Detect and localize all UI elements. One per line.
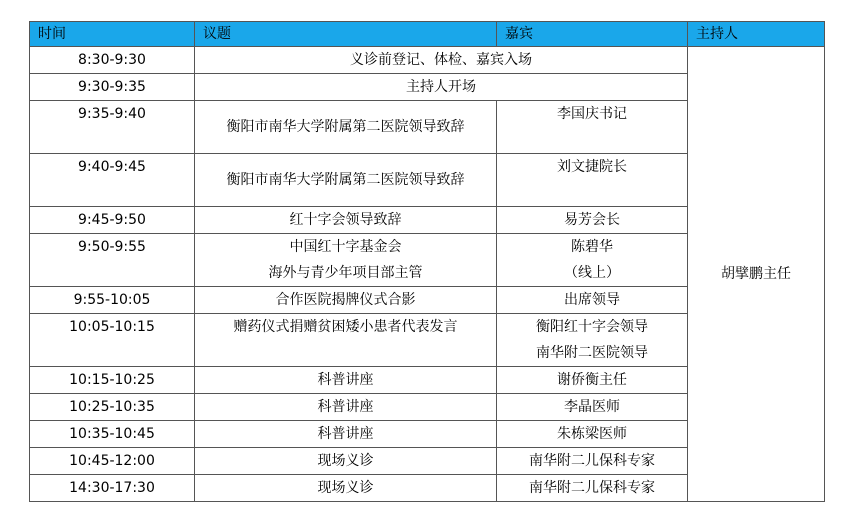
guest-cell: 出席领导: [497, 287, 688, 314]
guest-line: 衡阳红十字会领导: [536, 319, 648, 335]
topic-cell: 合作医院揭牌仪式合影: [195, 287, 497, 314]
topic-cell: 义诊前登记、体检、嘉宾入场: [195, 47, 688, 74]
topic-cell: 现场义诊: [195, 475, 497, 502]
guest-cell: 李国庆书记: [497, 101, 688, 154]
guest-cell: 朱栋梁医师: [497, 421, 688, 448]
guest-cell: 易芳会长: [497, 207, 688, 234]
time-cell: 10:35-10:45: [30, 421, 195, 448]
topic-cell: 赠药仪式捐赠贫困矮小患者代表发言: [195, 314, 497, 367]
time-cell: 9:55-10:05: [30, 287, 195, 314]
guest-cell: 南华附二儿保科专家: [497, 475, 688, 502]
topic-cell: 现场义诊: [195, 448, 497, 475]
time-cell: 10:45-12:00: [30, 448, 195, 475]
topic-cell: 主持人开场: [195, 74, 688, 101]
header-host: 主持人: [688, 22, 825, 47]
guest-cell: 李晶医师: [497, 394, 688, 421]
time-cell: 14:30-17:30: [30, 475, 195, 502]
time-cell: 10:25-10:35: [30, 394, 195, 421]
host-cell: 胡擘鹏主任: [688, 47, 825, 502]
time-cell: 10:05-10:15: [30, 314, 195, 367]
topic-cell: 科普讲座: [195, 421, 497, 448]
time-cell: 9:50-9:55: [30, 234, 195, 287]
guest-line: （线上）: [564, 265, 620, 281]
topic-cell: 衡阳市南华大学附属第二医院领导致辞: [195, 154, 497, 207]
time-cell: 9:35-9:40: [30, 101, 195, 154]
guest-line: 陈碧华: [571, 239, 613, 255]
time-cell: 9:40-9:45: [30, 154, 195, 207]
header-guest: 嘉宾: [497, 22, 688, 47]
time-cell: 9:45-9:50: [30, 207, 195, 234]
guest-cell: 南华附二儿保科专家: [497, 448, 688, 475]
guest-cell: [497, 314, 688, 367]
topic-cell: 红十字会领导致辞: [195, 207, 497, 234]
agenda-table: [29, 21, 825, 502]
topic-line: 海外与青少年项目部主管: [268, 265, 423, 281]
guest-cell: [497, 234, 688, 287]
guest-line: 南华附二医院领导: [536, 345, 648, 361]
topic-cell: 衡阳市南华大学附属第二医院领导致辞: [195, 101, 497, 154]
time-cell: 9:30-9:35: [30, 74, 195, 101]
header-topic: 议题: [195, 22, 497, 47]
topic-line: 中国红十字基金会: [289, 239, 402, 255]
topic-cell: [195, 234, 497, 287]
topic-cell: 科普讲座: [195, 367, 497, 394]
topic-cell: 科普讲座: [195, 394, 497, 421]
table-row: [30, 47, 825, 74]
time-cell: 10:15-10:25: [30, 367, 195, 394]
header-time: 时间: [30, 22, 195, 47]
header-row: [30, 22, 825, 47]
time-cell: 8:30-9:30: [30, 47, 195, 74]
guest-cell: 刘文捷院长: [497, 154, 688, 207]
guest-cell: 谢侨衡主任: [497, 367, 688, 394]
